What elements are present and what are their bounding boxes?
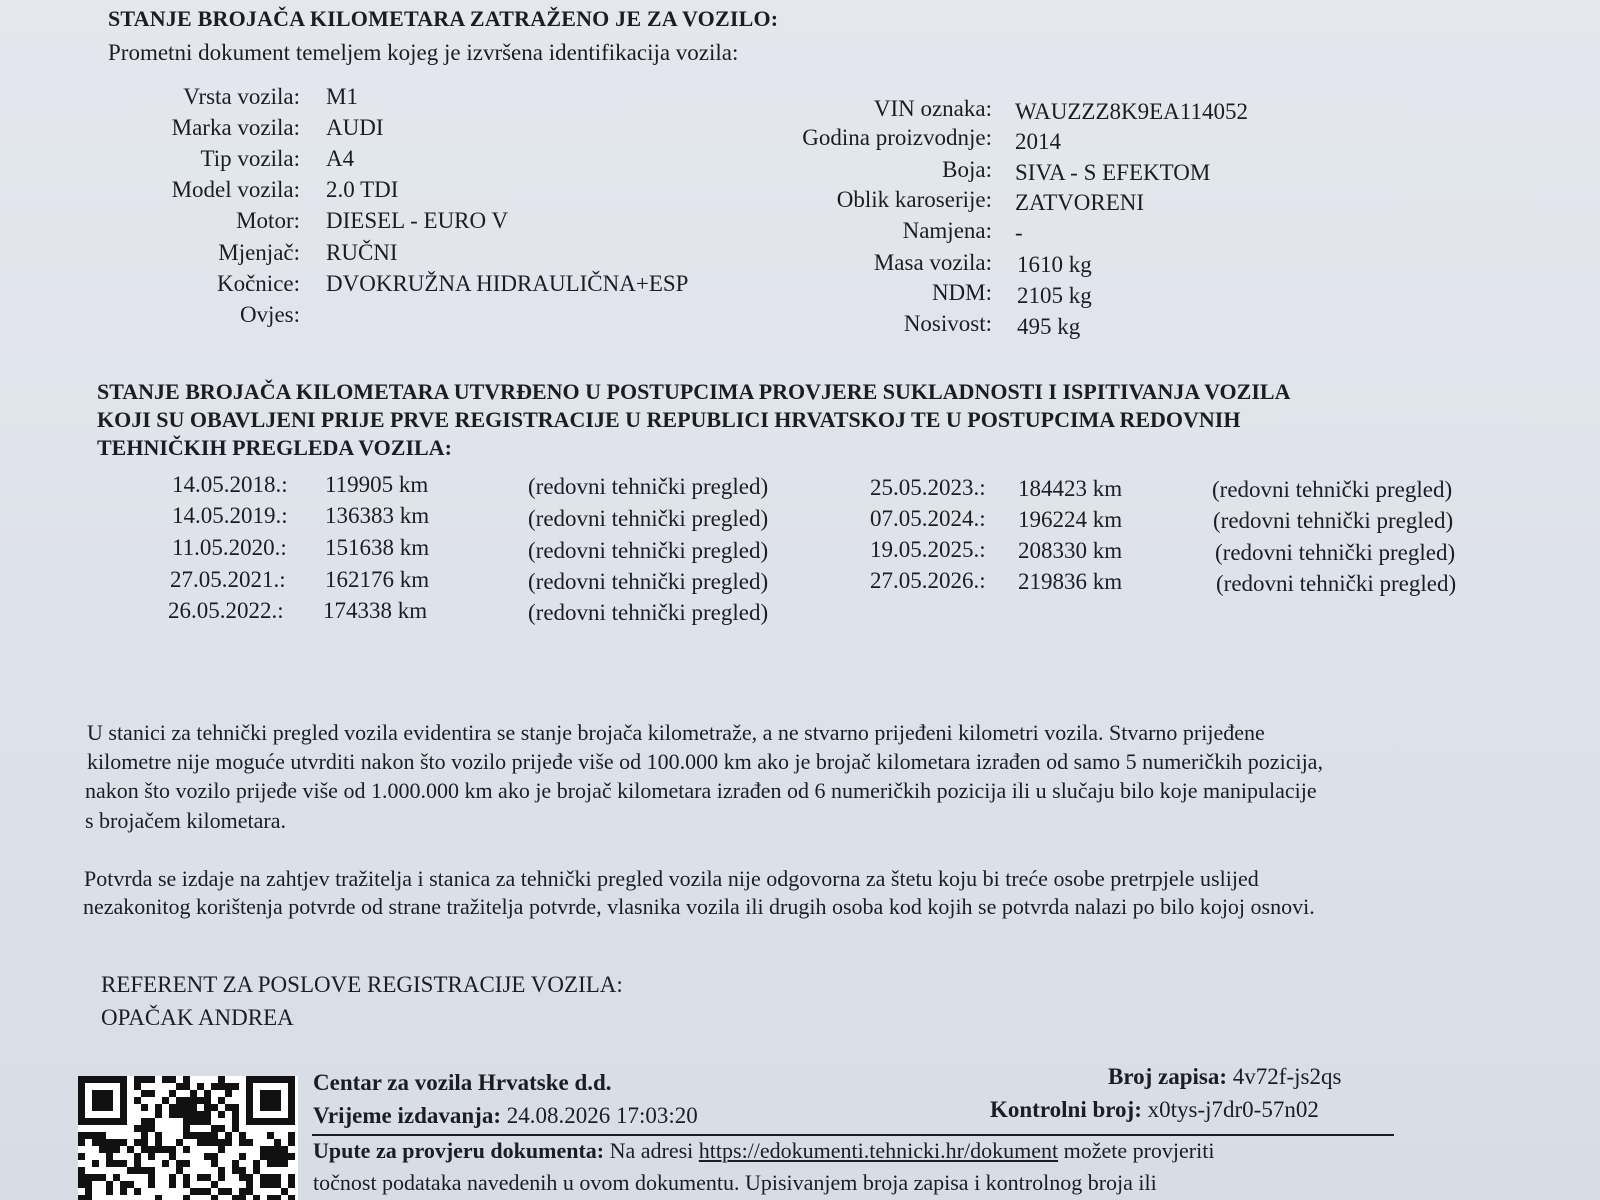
paragraph-line: kilometre nije moguće utvrditi nakon što vozilo prijeđe više od 100.000 km ako je brojač kilometara izrađen od samo 5 numeričkih pozicija, (87, 749, 1323, 774)
qr-code-image (78, 1076, 298, 1200)
verification-instructions (313, 1138, 1214, 1164)
entry-type: (redovni tehnički pregled) (528, 600, 769, 625)
value-masa-vozila: 1610 kg (1017, 252, 1092, 277)
entry-km: 208330 km (1018, 538, 1123, 563)
label-tip-vozila: Tip vozila: (200, 146, 300, 171)
entry-date: 14.05.2019.: (172, 503, 288, 528)
entry-date: 19.05.2025.: (870, 537, 986, 562)
value-kocnice: DVOKRUŽNA HIDRAULIČNA+ESP (326, 271, 689, 296)
paragraph-line: s brojačem kilometara. (85, 808, 286, 833)
control-number-label: Kontrolni broj: (990, 1097, 1142, 1122)
entry-type: (redovni tehnički pregled) (528, 569, 769, 594)
label-vrsta-vozila: Vrsta vozila: (183, 84, 300, 109)
entry-km: 184423 km (1018, 476, 1123, 501)
value-boja: SIVA - S EFEKTOM (1015, 160, 1211, 185)
entry-type: (redovni tehnički pregled) (1215, 540, 1456, 565)
value-tip-vozila: A4 (326, 146, 355, 171)
entry-date: 11.05.2020.: (172, 535, 287, 560)
label-nosivost: Nosivost: (903, 311, 992, 336)
verification-post: možete provjeriti (1063, 1138, 1215, 1163)
value-marka-vozila: AUDI (326, 115, 384, 140)
entry-date: 26.05.2022.: (168, 598, 284, 623)
label-marka-vozila: Marka vozila: (171, 115, 300, 140)
odometer-section-title-line-1: STANJE BROJAČA KILOMETARA UTVRĐENO U POSTUPCIMA PROVJERE SUKLADNOSTI I ISPITIVANJA VOZILA (97, 379, 1291, 404)
label-motor: Motor: (236, 208, 300, 233)
entry-date: 27.05.2026.: (870, 568, 986, 593)
referent-name: OPAČAK ANDREA (101, 1005, 294, 1030)
odometer-section-title-line-3: TEHNIČKIH PREGLEDA VOZILA: (97, 435, 452, 460)
footer-divider (312, 1134, 1394, 1136)
entry-type: (redovni tehnički pregled) (528, 538, 769, 563)
label-oblik-karoserije: Oblik karoserije: (836, 187, 992, 212)
verification-link[interactable]: https://edokumenti.tehnicki.hr/dokument (698, 1138, 1059, 1163)
label-kocnice: Kočnice: (216, 271, 300, 296)
verification-label: Upute za provjeru dokumenta: (313, 1138, 605, 1163)
odometer-section-title-line-2: KOJI SU OBAVLJENI PRIJE PRVE REGISTRACIJE U REPUBLICI HRVATSKOJ TE U POSTUPCIMA REDOVNIH (97, 407, 1241, 432)
label-vin: VIN oznaka: (873, 96, 992, 121)
entry-date: 25.05.2023.: (870, 475, 986, 500)
verification-line-2: točnost podataka navedenih u ovom dokumentu. Upisivanjem broja zapisa i kontrolnog broja ili (313, 1170, 1157, 1195)
control-number-value: x0tys-j7dr0-57n02 (1147, 1097, 1319, 1122)
entry-km: 151638 km (325, 535, 430, 560)
value-vrsta-vozila: M1 (326, 84, 358, 109)
entry-type: (redovni tehnički pregled) (1216, 571, 1457, 596)
value-godina-proizvodnje: 2014 (1015, 129, 1061, 154)
entry-type: (redovni tehnički pregled) (1212, 477, 1453, 502)
paragraph-line: Potvrda se izdaje na zahtjev tražitelja i stanica za tehnički pregled vozila nije odgovorna za štetu koju bi treće osobe pretrpjele uslijed (84, 866, 1259, 891)
entry-type: (redovni tehnički pregled) (528, 474, 769, 499)
value-vin: WAUZZZ8K9EA114052 (1015, 99, 1248, 124)
record-number (1108, 1064, 1341, 1090)
entry-km: 136383 km (325, 503, 430, 528)
value-ndm: 2105 kg (1017, 283, 1092, 308)
label-godina-proizvodnje: Godina proizvodnje: (802, 125, 992, 150)
label-model-vozila: Model vozila: (171, 177, 300, 202)
verification-pre: Na adresi (609, 1138, 694, 1163)
paragraph-line: nakon što vozilo prijeđe više od 1.000.000 km ako je brojač kilometara izrađen od 6 numeričkih pozicija ili u slučaju bilo koje manipulacije (85, 778, 1317, 803)
record-number-label: Broj zapisa: (1108, 1064, 1228, 1089)
entry-km: 219836 km (1018, 569, 1123, 594)
referent-label: REFERENT ZA POSLOVE REGISTRACIJE VOZILA: (101, 972, 623, 997)
document-title: STANJE BROJAČA KILOMETARA ZATRAŽENO JE ZA VOZILO: (108, 6, 779, 31)
entry-km: 162176 km (325, 567, 430, 592)
value-mjenjac: RUČNI (326, 240, 398, 265)
document-subtitle: Prometni dokument temeljem kojeg je izvršena identifikacija vozila: (108, 40, 739, 65)
label-ovjes: Ovjes: (239, 302, 300, 327)
value-nosivost: 495 kg (1017, 314, 1081, 339)
record-number-value: 4v72f-js2qs (1232, 1064, 1342, 1089)
entry-km: 119905 km (325, 472, 429, 497)
paragraph-line: nezakonitog korištenja potvrde od strane tražitelja potvrde, vlasnika vozila ili drugih osoba kod kojih se potvrda nalazi po bilo kojoj osnovi. (83, 894, 1315, 919)
label-ndm: NDM: (931, 280, 992, 305)
qr-code (78, 1076, 298, 1200)
value-namjena: - (1015, 220, 1023, 245)
entry-km: 196224 km (1018, 507, 1123, 532)
issuer-organization: Centar za vozila Hrvatske d.d. (313, 1070, 612, 1095)
entry-type: (redovni tehnički pregled) (528, 506, 769, 531)
issued-time (313, 1103, 698, 1129)
entry-date: 27.05.2021.: (170, 567, 286, 592)
control-number (990, 1097, 1319, 1123)
label-mjenjac: Mjenjač: (218, 240, 300, 265)
value-oblik-karoserije: ZATVORENI (1015, 190, 1145, 215)
value-model-vozila: 2.0 TDI (326, 177, 399, 202)
value-motor: DIESEL - EURO V (326, 208, 509, 233)
label-boja: Boja: (942, 157, 992, 182)
label-namjena: Namjena: (902, 218, 992, 243)
issued-time-label: Vrijeme izdavanja: (313, 1103, 501, 1128)
issued-time-value: 24.08.2026 17:03:20 (506, 1103, 698, 1128)
entry-date: 14.05.2018.: (172, 472, 288, 497)
entry-type: (redovni tehnički pregled) (1213, 508, 1454, 533)
paragraph-line: U stanici za tehnički pregled vozila evidentira se stanje brojača kilometraže, a ne stvarno prijeđeni kilometri vozila. Stvarno prijeđene (87, 720, 1265, 745)
entry-km: 174338 km (323, 598, 428, 623)
entry-date: 07.05.2024.: (870, 506, 986, 531)
label-masa-vozila: Masa vozila: (873, 250, 992, 275)
